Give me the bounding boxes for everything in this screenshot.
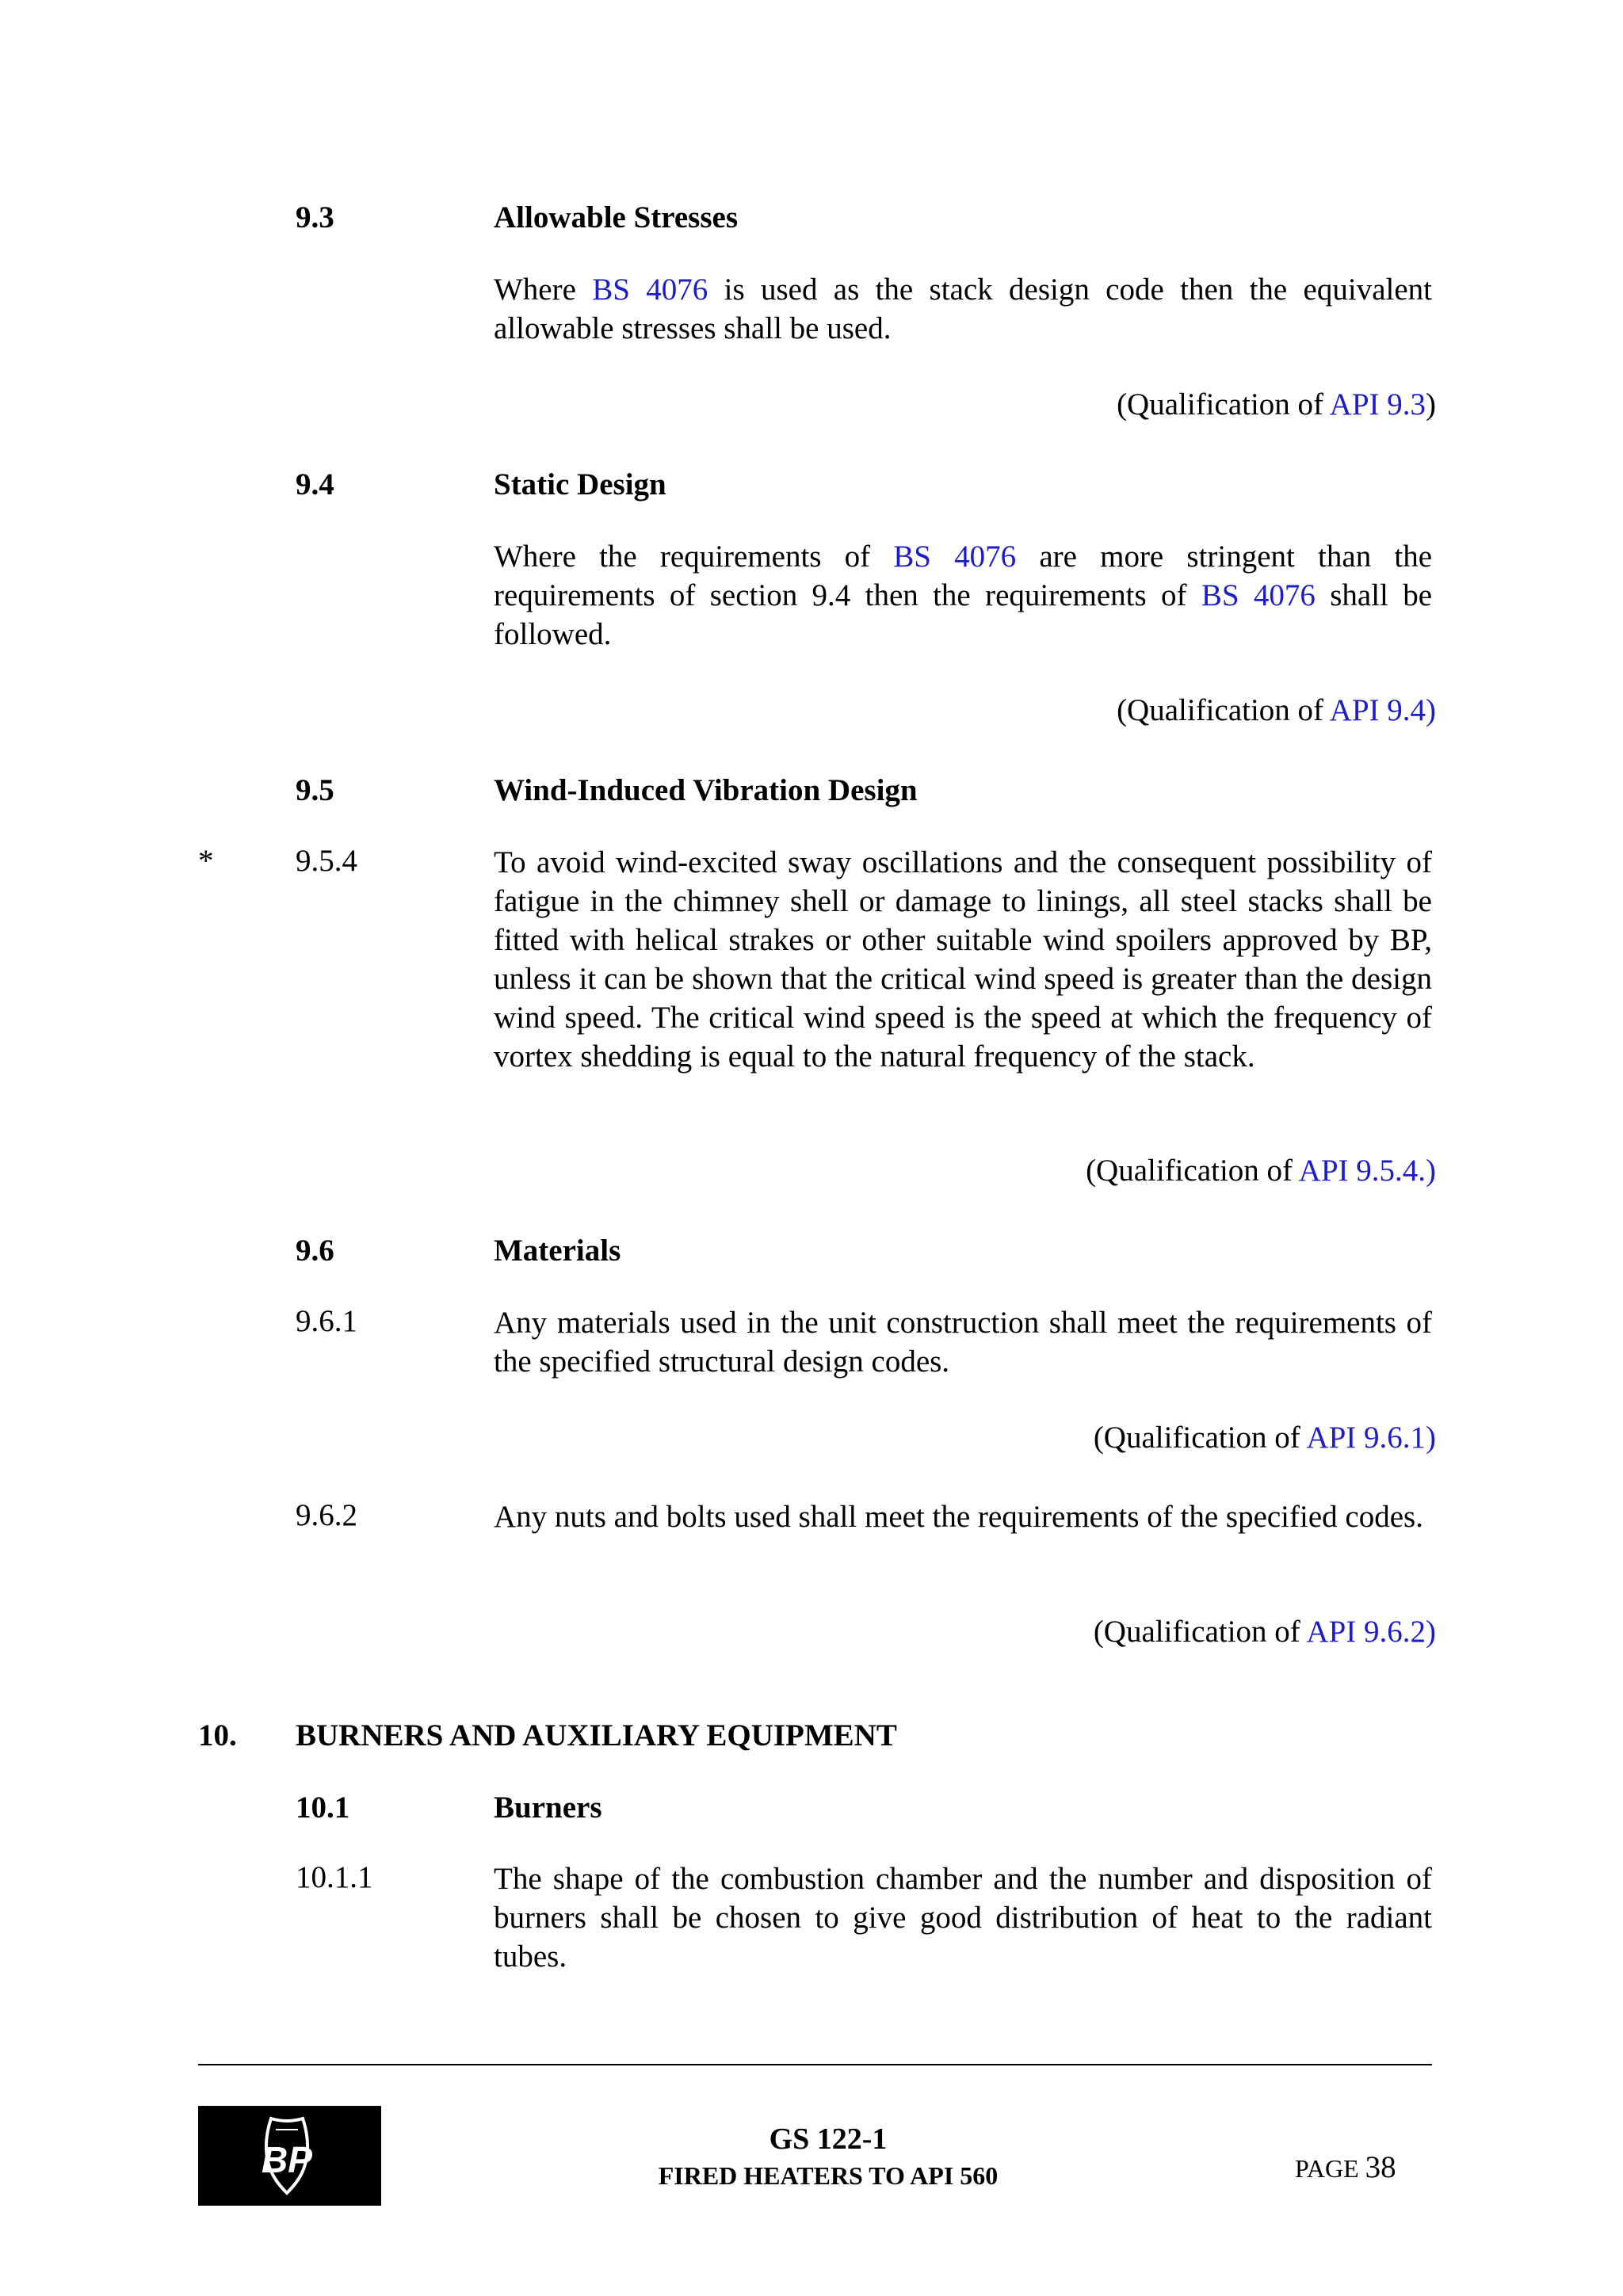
page-indicator: [1295, 2149, 1396, 2185]
api-9-6-2-link[interactable]: API 9.6.2): [1306, 1615, 1436, 1649]
para-text: Where the requirements of: [494, 540, 894, 574]
section-heading-9-3: Allowable Stresses: [494, 200, 739, 235]
qual-text: (Qualification of: [1086, 1154, 1299, 1188]
section-number-9-6-2: 9.6.2: [296, 1498, 357, 1532]
section-number-10-1-1: 10.1.1: [296, 1860, 373, 1894]
page-number: 38: [1365, 2150, 1396, 2184]
qual-text: (Qualification of: [1093, 1421, 1307, 1455]
paragraph-9-3: [494, 270, 1432, 348]
section-number-9-3: 9.3: [296, 200, 334, 235]
bs-4076-link[interactable]: BS 4076: [592, 273, 708, 307]
document-code: GS 122-1: [769, 2122, 888, 2156]
bs-4076-link[interactable]: BS 4076: [893, 540, 1017, 574]
qual-text: (Qualification of: [1093, 1615, 1307, 1649]
paragraph-10-1-1: The shape of the combustion chamber and the number and disposition of burners shall be chosen to give good distribution of heat to the radiant tubes.: [494, 1862, 1432, 1974]
section-heading-9-6: Materials: [494, 1234, 621, 1268]
section-heading-9-4: Static Design: [494, 467, 666, 502]
section-number-9-6: 9.6: [296, 1234, 334, 1268]
qualification-9-3: [1117, 387, 1436, 422]
qualification-9-5-4: [1086, 1153, 1436, 1188]
change-marker: *: [198, 844, 214, 878]
paragraph-9-6-1: Any materials used in the unit construction shall meet the requirements of the specified structural design codes.: [494, 1306, 1432, 1379]
section-number-9-4: 9.4: [296, 467, 334, 502]
footer-divider: [198, 2064, 1432, 2065]
section-heading-9-5: Wind-Induced Vibration Design: [494, 773, 918, 807]
api-9-5-4-link[interactable]: API 9.5.4.): [1298, 1154, 1436, 1188]
section-number-10-1: 10.1: [296, 1791, 350, 1825]
para-text: is used as the stack design code then the equivalent allowable stresses shall be used.: [494, 273, 1432, 345]
qual-text: ): [1426, 387, 1436, 421]
section-number-9-5: 9.5: [296, 773, 334, 807]
qual-text: (Qualification of: [1117, 693, 1330, 727]
para-text: shall be followed.: [494, 578, 1433, 651]
qual-text: (Qualification of: [1117, 387, 1330, 421]
api-9-3-link[interactable]: API 9.3: [1329, 387, 1426, 421]
section-heading-10: BURNERS AND AUXILIARY EQUIPMENT: [296, 1718, 897, 1753]
section-heading-10-1: Burners: [494, 1791, 602, 1825]
section-number-10: 10.: [198, 1718, 237, 1753]
qualification-9-6-2: [1094, 1614, 1436, 1650]
section-number-9-5-4: 9.5.4: [296, 844, 357, 878]
api-9-4-link[interactable]: API 9.4): [1329, 693, 1436, 727]
logo-text: BP: [262, 2139, 312, 2180]
api-9-6-1-link[interactable]: API 9.6.1): [1306, 1421, 1436, 1455]
paragraph-9-5-4: To avoid wind-excited sway oscillations and the consequent possibility of fatigue in the chimney shell or damage to linings, all steel stacks shall be fitted with helical strakes or other suitable wind spoilers approved by BP, unless it can be shown that the critical wind speed is greater than the design wind speed. The critical wind speed is the speed at which the frequency of vortex shedding is equal to the natural frequency of the stack.: [494, 845, 1432, 1074]
para-text: are more stringent than the requirements of section 9.4 then the requirements of: [494, 540, 1433, 612]
section-number-9-6-1: 9.6.1: [296, 1304, 357, 1338]
document-title: FIRED HEATERS TO API 560: [658, 2161, 999, 2190]
qualification-9-6-1: [1094, 1420, 1436, 1455]
paragraph-9-4: [494, 537, 1432, 654]
para-text: Where: [494, 273, 593, 307]
qualification-9-4: [1117, 692, 1436, 728]
bs-4076-link[interactable]: BS 4076: [1201, 578, 1316, 612]
paragraph-9-6-2: Any nuts and bolts used shall meet the requirements of the specified codes.: [494, 1500, 1423, 1534]
page-label: PAGE: [1295, 2154, 1365, 2183]
